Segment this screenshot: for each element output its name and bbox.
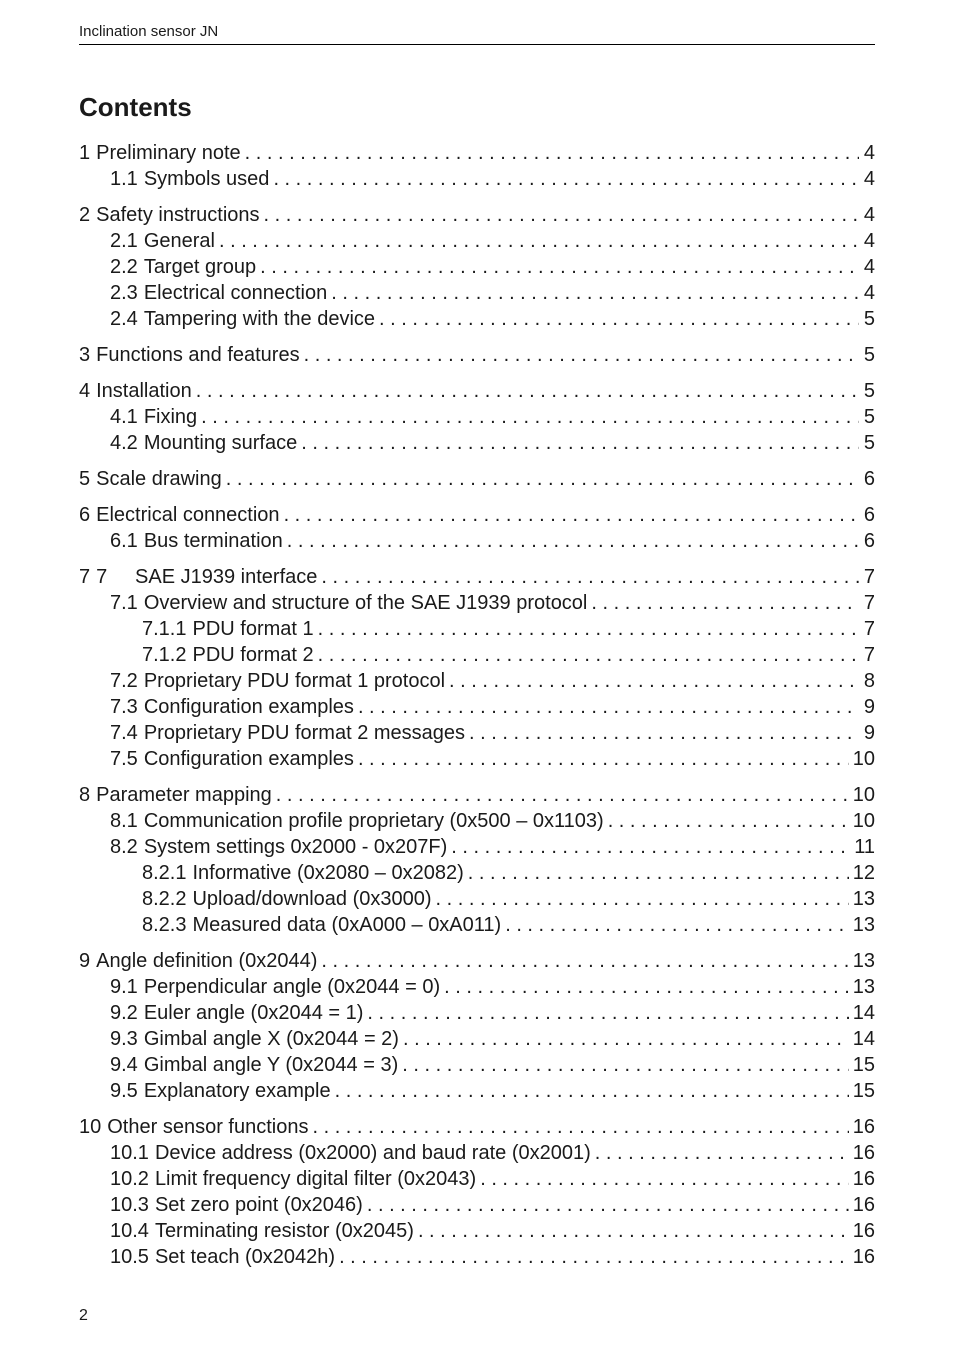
toc-entry[interactable] — [79, 564, 875, 590]
toc-section — [79, 342, 875, 368]
toc-entry-title: Informative (0x2080 – 0x2082) — [192, 862, 464, 884]
toc-entry[interactable] — [79, 834, 875, 860]
toc-entry-number: 4 — [79, 380, 91, 402]
toc-entry-page: 4 — [863, 230, 875, 252]
toc-entry-number: 1.1 — [110, 168, 138, 190]
dot-leader — [418, 1218, 849, 1244]
toc-entry[interactable] — [79, 912, 875, 938]
toc-entry-number: 9 — [79, 950, 91, 972]
toc-entry-title: Device address (0x2000) and baud rate (0x2001) — [154, 1142, 591, 1164]
toc-entry[interactable] — [79, 974, 875, 1000]
toc-entry-title: PDU format 1 — [192, 618, 314, 640]
toc-entry[interactable] — [79, 1192, 875, 1218]
dot-leader — [284, 502, 859, 528]
toc-entry-title: Angle definition (0x2044) — [96, 950, 318, 972]
toc-entry-page: 13 — [852, 914, 875, 936]
toc-entry-title: Other sensor functions — [107, 1116, 309, 1138]
toc-entry-title: 7 SAE J1939 interface — [96, 566, 318, 588]
toc-entry-title: General — [143, 230, 215, 252]
toc-entry[interactable] — [79, 528, 875, 554]
dot-leader — [449, 668, 859, 694]
dot-leader — [321, 948, 848, 974]
toc-entry-number: 7.1.2 — [142, 644, 187, 666]
toc-entry[interactable] — [79, 668, 875, 694]
toc-entry-number: 3 — [79, 344, 91, 366]
toc-entry[interactable] — [79, 886, 875, 912]
dot-leader — [318, 642, 859, 668]
toc-entry-number: 2.1 — [110, 230, 138, 252]
toc-entry-number: 10.4 — [110, 1220, 149, 1242]
dot-leader — [196, 378, 859, 404]
toc-entry-title: Fixing — [143, 406, 198, 428]
toc-entry-number: 7.3 — [110, 696, 138, 718]
toc-entry[interactable] — [79, 202, 875, 228]
toc-entry[interactable] — [79, 280, 875, 306]
toc-entry-number: 10.3 — [110, 1194, 149, 1216]
toc-entry-number: 10.2 — [110, 1168, 149, 1190]
toc-entry-page: 5 — [863, 380, 875, 402]
toc-entry-page: 4 — [863, 256, 875, 278]
toc-entry[interactable] — [79, 590, 875, 616]
toc-entry[interactable] — [79, 616, 875, 642]
dot-leader — [264, 202, 859, 228]
toc-entry-title: Upload/download (0x3000) — [192, 888, 432, 910]
dot-leader — [335, 1078, 849, 1104]
toc-entry-page: 7 — [863, 592, 875, 614]
toc-entry-page: 5 — [863, 308, 875, 330]
dot-leader — [321, 564, 859, 590]
toc-entry-title: Set zero point (0x2046) — [154, 1194, 363, 1216]
dot-leader — [358, 746, 849, 772]
dot-leader — [505, 912, 849, 938]
toc-entry[interactable] — [79, 306, 875, 332]
toc-entry-title: Communication profile proprietary (0x500 – 0x1103) — [143, 810, 604, 832]
toc-section — [79, 466, 875, 492]
toc-entry[interactable] — [79, 642, 875, 668]
toc-entry-title: Limit frequency digital filter (0x2043) — [154, 1168, 477, 1190]
dot-leader — [287, 528, 859, 554]
dot-leader — [436, 886, 849, 912]
dot-leader — [402, 1052, 849, 1078]
toc-entry[interactable] — [79, 254, 875, 280]
toc-entry[interactable] — [79, 746, 875, 772]
toc-entry-number: 9.4 — [110, 1054, 138, 1076]
dot-leader — [469, 720, 859, 746]
toc-section — [79, 202, 875, 332]
toc-entry-title: Installation — [96, 380, 192, 402]
toc-entry-number: 2.2 — [110, 256, 138, 278]
toc-entry-number: 7.4 — [110, 722, 138, 744]
toc-entry-title: Proprietary PDU format 2 messages — [143, 722, 466, 744]
toc-entry[interactable] — [79, 720, 875, 746]
toc-section — [79, 140, 875, 192]
toc-entry-page: 9 — [863, 696, 875, 718]
dot-leader — [608, 808, 849, 834]
toc-entry-page: 9 — [863, 722, 875, 744]
toc-entry-title: Proprietary PDU format 1 protocol — [143, 670, 446, 692]
toc-entry-number: 2 — [79, 204, 91, 226]
toc-entry[interactable] — [79, 1078, 875, 1104]
dot-leader — [226, 466, 859, 492]
toc-entry-title: Perpendicular angle (0x2044 = 0) — [143, 976, 441, 998]
toc-entry-number: 10.5 — [110, 1246, 149, 1268]
toc-entry-page: 16 — [852, 1116, 875, 1138]
running-header: Inclination sensor JN — [79, 22, 875, 45]
toc-entry[interactable] — [79, 1000, 875, 1026]
toc-entry-title: Target group — [143, 256, 257, 278]
toc-entry[interactable] — [79, 228, 875, 254]
toc-entry-page: 6 — [863, 530, 875, 552]
toc-entry-page: 13 — [852, 976, 875, 998]
toc-entry-title: Bus termination — [143, 530, 283, 552]
dot-leader — [276, 782, 849, 808]
toc-entry[interactable] — [79, 502, 875, 528]
toc-entry-page: 10 — [852, 810, 875, 832]
dot-leader — [318, 616, 859, 642]
toc-entry-page: 16 — [852, 1246, 875, 1268]
toc-entry-number: 8 — [79, 784, 91, 806]
toc-entry-number: 7.1 — [110, 592, 138, 614]
toc-entry-page: 5 — [863, 344, 875, 366]
toc-entry[interactable] — [79, 404, 875, 430]
toc-entry-title: System settings 0x2000 - 0x207F) — [143, 836, 448, 858]
dot-leader — [273, 166, 859, 192]
toc-entry-title: Gimbal angle Y (0x2044 = 3) — [143, 1054, 399, 1076]
toc-entry-number: 8.1 — [110, 810, 138, 832]
toc-entry-title: Explanatory example — [143, 1080, 331, 1102]
dot-leader — [379, 306, 859, 332]
toc-entry-number: 7.5 — [110, 748, 138, 770]
toc-entry-page: 10 — [852, 748, 875, 770]
toc-entry[interactable] — [79, 1026, 875, 1052]
toc-entry-page: 7 — [863, 644, 875, 666]
dot-leader — [304, 342, 859, 368]
toc-entry-page: 13 — [852, 950, 875, 972]
toc-entry-title: PDU format 2 — [192, 644, 314, 666]
toc-section — [79, 378, 875, 456]
dot-leader — [358, 694, 859, 720]
toc-entry[interactable] — [79, 378, 875, 404]
dot-leader — [260, 254, 859, 280]
dot-leader — [451, 834, 850, 860]
toc-entry[interactable] — [79, 342, 875, 368]
toc-entry-title: Configuration examples — [143, 748, 354, 770]
toc-entry-title: Symbols used — [143, 168, 270, 190]
dot-leader — [367, 1192, 849, 1218]
dot-leader — [245, 140, 859, 166]
dot-leader — [301, 430, 859, 456]
toc-entry-page: 4 — [863, 142, 875, 164]
toc-entry-number: 5 — [79, 468, 91, 490]
toc-entry-page: 5 — [863, 432, 875, 454]
toc-entry-number: 7 — [79, 566, 91, 588]
toc-entry-number: 9.2 — [110, 1002, 138, 1024]
toc-entry-title: Scale drawing — [96, 468, 222, 490]
toc-entry-page: 13 — [852, 888, 875, 910]
toc-section — [79, 1114, 875, 1270]
toc-entry[interactable] — [79, 1218, 875, 1244]
toc-entry-title: Terminating resistor (0x2045) — [154, 1220, 414, 1242]
toc-entry[interactable] — [79, 166, 875, 192]
toc-entry-number: 8.2.1 — [142, 862, 187, 884]
toc-entry[interactable] — [79, 948, 875, 974]
toc-entry[interactable] — [79, 1244, 875, 1270]
toc-entry-title: Set teach (0x2042h) — [154, 1246, 336, 1268]
toc-entry-title: Tampering with the device — [143, 308, 376, 330]
toc-entry-number: 8.2 — [110, 836, 138, 858]
toc-entry[interactable] — [79, 140, 875, 166]
dot-leader — [468, 860, 849, 886]
toc-section — [79, 502, 875, 554]
toc-entry-page: 6 — [863, 504, 875, 526]
page-title: Contents — [79, 92, 192, 122]
toc-entry[interactable] — [79, 1140, 875, 1166]
toc-section — [79, 948, 875, 1104]
toc-entry-title: Preliminary note — [96, 142, 241, 164]
toc-entry-number: 1 — [79, 142, 91, 164]
toc-section — [79, 782, 875, 938]
toc-entry[interactable] — [79, 860, 875, 886]
toc-entry-page: 4 — [863, 204, 875, 226]
toc-entry-page: 8 — [863, 670, 875, 692]
dot-leader — [219, 228, 859, 254]
toc-entry-title: Functions and features — [96, 344, 300, 366]
toc-entry[interactable] — [79, 1114, 875, 1140]
toc-entry-page: 7 — [863, 618, 875, 640]
toc-entry-title: Mounting surface — [143, 432, 298, 454]
toc-entry-page: 11 — [854, 836, 875, 858]
toc-entry-number: 10.1 — [110, 1142, 149, 1164]
dot-leader — [403, 1026, 849, 1052]
toc-entry[interactable] — [79, 430, 875, 456]
toc-entry-title: Parameter mapping — [96, 784, 272, 806]
toc-entry-number: 9.5 — [110, 1080, 138, 1102]
dot-leader — [339, 1244, 849, 1270]
toc-entry-number: 8.2.3 — [142, 914, 187, 936]
toc-entry-number: 4.2 — [110, 432, 138, 454]
toc-entry-title: Euler angle (0x2044 = 1) — [143, 1002, 364, 1024]
toc-entry-title: Gimbal angle X (0x2044 = 2) — [143, 1028, 399, 1050]
toc-entry-page: 4 — [863, 282, 875, 304]
dot-leader — [595, 1140, 849, 1166]
toc-entry-page: 15 — [852, 1080, 875, 1102]
toc-entry[interactable] — [79, 694, 875, 720]
dot-leader — [312, 1114, 848, 1140]
toc-entry-page: 16 — [852, 1194, 875, 1216]
toc-entry-number: 2.3 — [110, 282, 138, 304]
toc-entry[interactable] — [79, 466, 875, 492]
toc-entry[interactable] — [79, 1052, 875, 1078]
dot-leader — [591, 590, 859, 616]
toc-entry-page: 14 — [852, 1002, 875, 1024]
toc-entry-number: 9.3 — [110, 1028, 138, 1050]
toc-entry-number: 6 — [79, 504, 91, 526]
dot-leader — [480, 1166, 849, 1192]
toc-entry-page: 5 — [863, 406, 875, 428]
dot-leader — [201, 404, 859, 430]
toc-entry-page: 16 — [852, 1168, 875, 1190]
toc-section — [79, 564, 875, 772]
toc-entry-page: 6 — [863, 468, 875, 490]
toc-entry-number: 4.1 — [110, 406, 138, 428]
toc-entry-page: 7 — [863, 566, 875, 588]
toc-entry-number: 9.1 — [110, 976, 138, 998]
toc-entry-number: 7.1.1 — [142, 618, 187, 640]
page-number: 2 — [79, 1307, 88, 1324]
table-of-contents — [79, 140, 875, 1280]
toc-entry-number: 6.1 — [110, 530, 138, 552]
toc-entry-title: Overview and structure of the SAE J1939 protocol — [143, 592, 588, 614]
toc-entry-title: Electrical connection — [143, 282, 328, 304]
toc-entry-number: 2.4 — [110, 308, 138, 330]
toc-entry-page: 15 — [852, 1054, 875, 1076]
toc-entry-title: Electrical connection — [96, 504, 280, 526]
toc-entry[interactable] — [79, 808, 875, 834]
dot-leader — [444, 974, 849, 1000]
toc-entry-title: Measured data (0xA000 – 0xA011) — [192, 914, 502, 936]
toc-entry[interactable] — [79, 1166, 875, 1192]
toc-entry-page: 4 — [863, 168, 875, 190]
toc-entry-page: 12 — [852, 862, 875, 884]
toc-entry-title: Configuration examples — [143, 696, 354, 718]
toc-entry-page: 16 — [852, 1220, 875, 1242]
toc-entry-number: 10 — [79, 1116, 102, 1138]
toc-entry-page: 10 — [852, 784, 875, 806]
toc-entry-page: 16 — [852, 1142, 875, 1164]
toc-entry-title: Safety instructions — [96, 204, 260, 226]
toc-entry-page: 14 — [852, 1028, 875, 1050]
dot-leader — [331, 280, 859, 306]
dot-leader — [367, 1000, 848, 1026]
toc-entry-number: 8.2.2 — [142, 888, 187, 910]
toc-entry-number: 7.2 — [110, 670, 138, 692]
toc-entry[interactable] — [79, 782, 875, 808]
